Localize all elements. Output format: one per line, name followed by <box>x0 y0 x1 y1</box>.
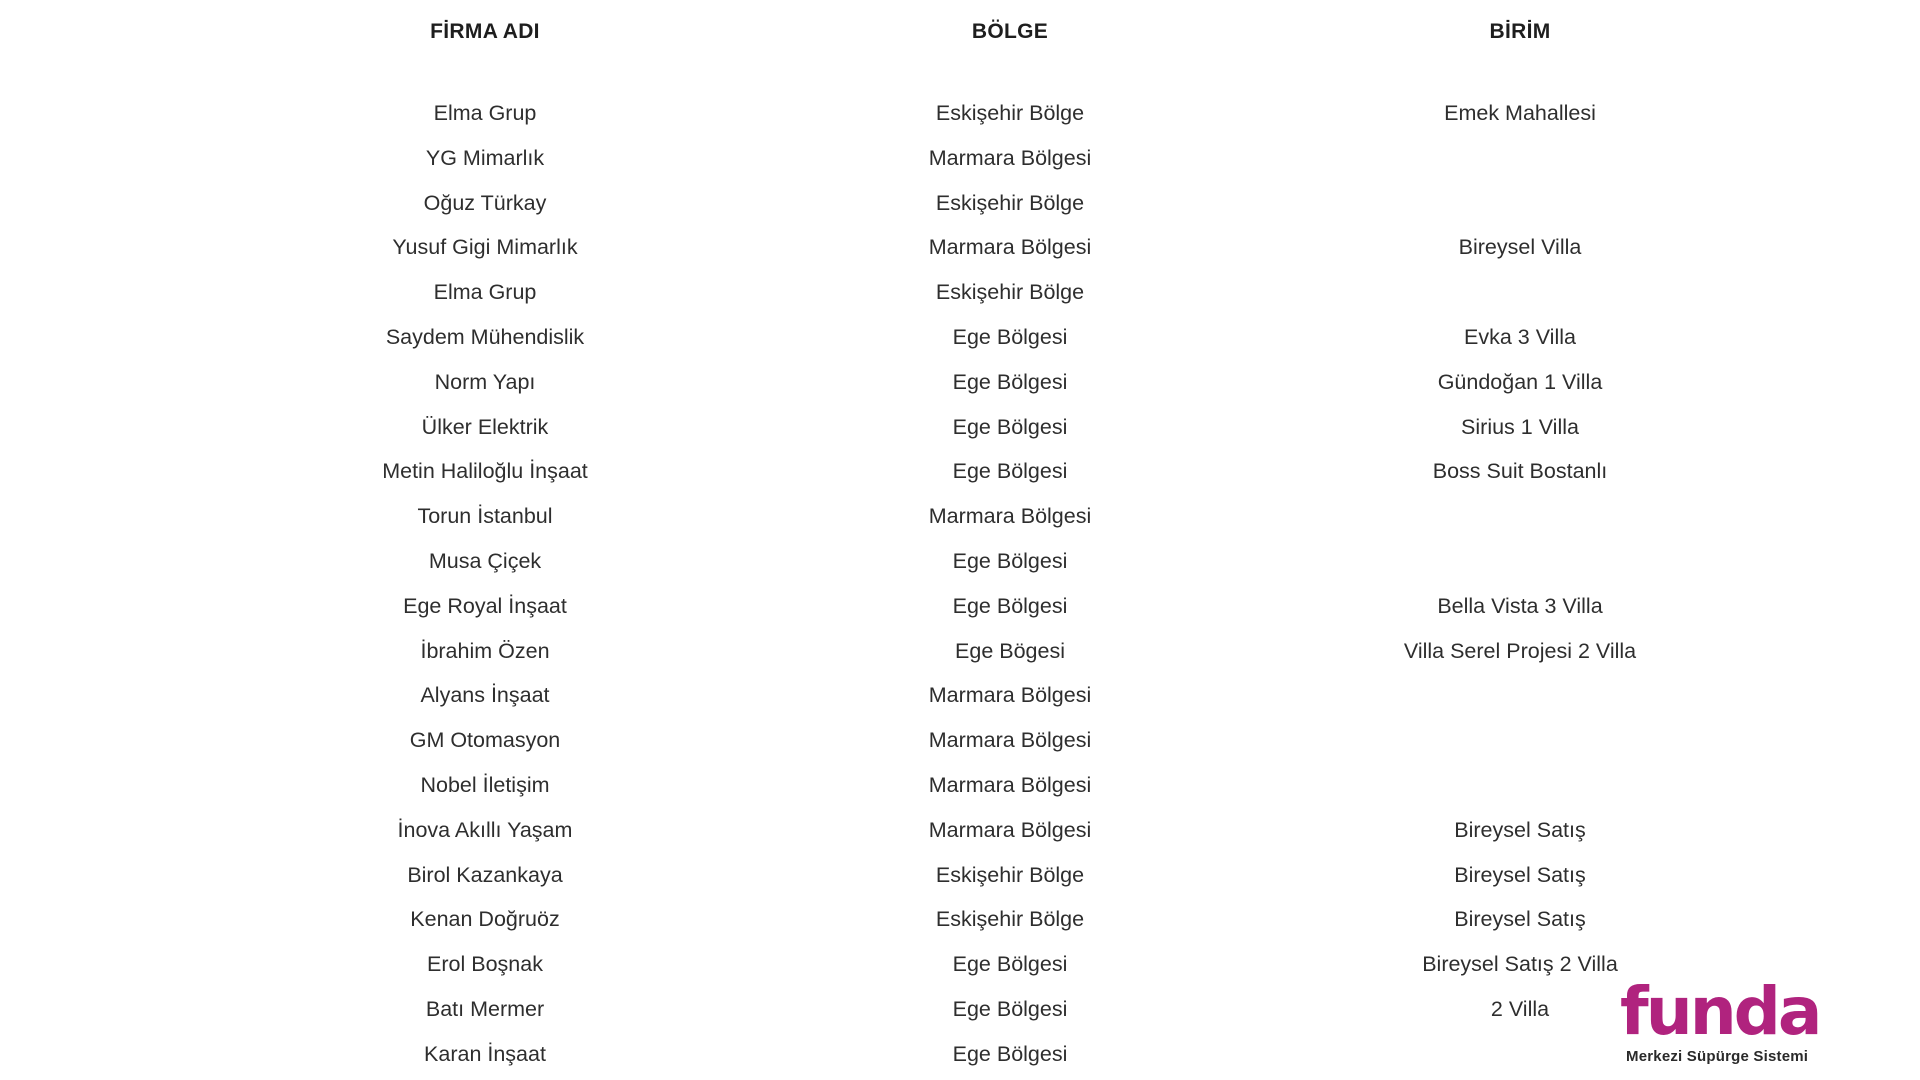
birim-cell <box>1310 675 1730 720</box>
table-body <box>0 93 1920 1079</box>
bolge-cell: Eskişehir Bölge <box>935 190 1085 215</box>
firma-cell: Kenan Doğruöz <box>410 907 560 932</box>
birim-cell: Evka 3 Villa <box>1464 324 1576 349</box>
bolge-cell: Ege Bölgesi <box>952 324 1068 349</box>
header-firma-adi: FİRMA ADI <box>430 20 540 43</box>
table-row <box>0 810 1920 855</box>
bolge-cell: Marmara Bölgesi <box>928 772 1092 797</box>
firma-cell: Alyans İnşaat <box>420 683 550 708</box>
firma-cell: GM Otomasyon <box>409 728 561 753</box>
table-row <box>0 899 1920 944</box>
bolge-cell: Eskişehir Bölge <box>935 862 1085 887</box>
bolge-cell: Marmara Bölgesi <box>928 504 1092 529</box>
firma-cell: İbrahim Özen <box>420 638 550 663</box>
bolge-cell: Ege Bölgesi <box>952 996 1068 1021</box>
birim-cell <box>1310 541 1730 586</box>
funda-logo <box>1618 976 1840 1076</box>
table-row <box>0 675 1920 720</box>
birim-cell: Sirius 1 Villa <box>1461 414 1579 439</box>
birim-cell <box>1310 183 1730 228</box>
firma-cell: Birol Kazankaya <box>407 862 563 887</box>
firma-cell: İnova Akıllı Yaşam <box>397 817 573 842</box>
logo-tagline: Merkezi Süpürge Sistemi <box>1626 1048 1809 1065</box>
bolge-cell: Ege Bölgesi <box>952 414 1068 439</box>
table-row <box>0 272 1920 317</box>
bolge-cell: Ege Bölgesi <box>952 459 1068 484</box>
firma-cell: Erol Boşnak <box>427 952 543 977</box>
bolge-cell: Marmara Bölgesi <box>928 683 1092 708</box>
table-row <box>0 317 1920 362</box>
birim-cell: Gündoğan 1 Villa <box>1437 369 1603 394</box>
funda-wordmark <box>1618 976 1840 1046</box>
table-row <box>0 631 1920 676</box>
table-row <box>0 183 1920 228</box>
birim-cell: Bireysel Satış <box>1454 862 1586 887</box>
bolge-cell: Marmara Bölgesi <box>928 145 1092 170</box>
firma-cell: YG Mimarlık <box>425 145 545 170</box>
table-row <box>0 496 1920 541</box>
bolge-cell: Ege Bölgesi <box>952 369 1068 394</box>
firma-cell: Norm Yapı <box>434 369 536 394</box>
table-row <box>0 227 1920 272</box>
birim-cell <box>1310 138 1730 183</box>
birim-cell: Boss Suit Bostanlı <box>1432 459 1608 484</box>
bolge-cell: Eskişehir Bölge <box>935 907 1085 932</box>
firma-cell: Elma Grup <box>433 101 537 125</box>
bolge-cell: Eskişehir Bölge <box>935 101 1085 125</box>
firma-cell: Batı Mermer <box>425 996 545 1021</box>
birim-cell <box>1310 765 1730 810</box>
bolge-cell: Ege Bölgesi <box>952 593 1068 618</box>
birim-cell: Bireysel Satış <box>1454 907 1586 932</box>
table-row <box>0 855 1920 900</box>
bolge-cell: Eskişehir Bölge <box>935 280 1085 305</box>
table-row <box>0 362 1920 407</box>
bolge-cell: Marmara Bölgesi <box>928 728 1092 753</box>
firma-cell: Metin Haliloğlu İnşaat <box>382 459 588 484</box>
table-row <box>0 407 1920 452</box>
birim-cell <box>1310 496 1730 541</box>
table-row <box>0 138 1920 183</box>
birim-cell: 2 Villa <box>1490 996 1550 1021</box>
table-row <box>0 586 1920 631</box>
table-row <box>0 541 1920 586</box>
firma-cell: Musa Çiçek <box>428 548 542 573</box>
firma-cell: Saydem Mühendislik <box>385 324 585 349</box>
firma-cell: Ülker Elektrik <box>421 414 549 439</box>
birim-cell: Bella Vista 3 Villa <box>1437 593 1603 618</box>
birim-cell <box>1310 272 1730 317</box>
birim-cell: Villa Serel Projesi 2 Villa <box>1403 638 1637 663</box>
bolge-cell: Ege Bölgesi <box>952 1041 1068 1066</box>
birim-cell: Emek Mahallesi <box>1444 101 1596 125</box>
firma-cell: Yusuf Gigi Mimarlık <box>392 235 578 260</box>
table-row <box>0 451 1920 496</box>
bolge-cell: Ege Bölgesi <box>952 952 1068 977</box>
firma-cell: Nobel İletişim <box>420 772 550 797</box>
firma-cell: Elma Grup <box>433 280 537 305</box>
bolge-cell: Marmara Bölgesi <box>928 235 1092 260</box>
table-row <box>0 765 1920 810</box>
birim-cell <box>1310 720 1730 765</box>
birim-cell: Bireysel Villa <box>1458 235 1582 260</box>
bolge-cell: Ege Bölgesi <box>952 548 1068 573</box>
svg-text:funda: funda <box>1620 976 1820 1046</box>
firma-cell: Torun İstanbul <box>417 504 553 529</box>
birim-cell: Bireysel Satış 2 Villa <box>1422 952 1618 977</box>
birim-cell: Bireysel Satış <box>1454 817 1586 842</box>
bolge-cell: Ege Bögesi <box>955 638 1065 663</box>
header-birim: BİRİM <box>1489 20 1551 43</box>
bolge-cell: Marmara Bölgesi <box>928 817 1092 842</box>
table-row <box>0 93 1920 138</box>
firma-cell: Ege Royal İnşaat <box>403 593 567 618</box>
table-row <box>0 720 1920 765</box>
header-bolge: BÖLGE <box>971 20 1049 43</box>
firma-cell: Oğuz Türkay <box>423 190 547 215</box>
firma-cell: Karan İnşaat <box>424 1041 546 1066</box>
